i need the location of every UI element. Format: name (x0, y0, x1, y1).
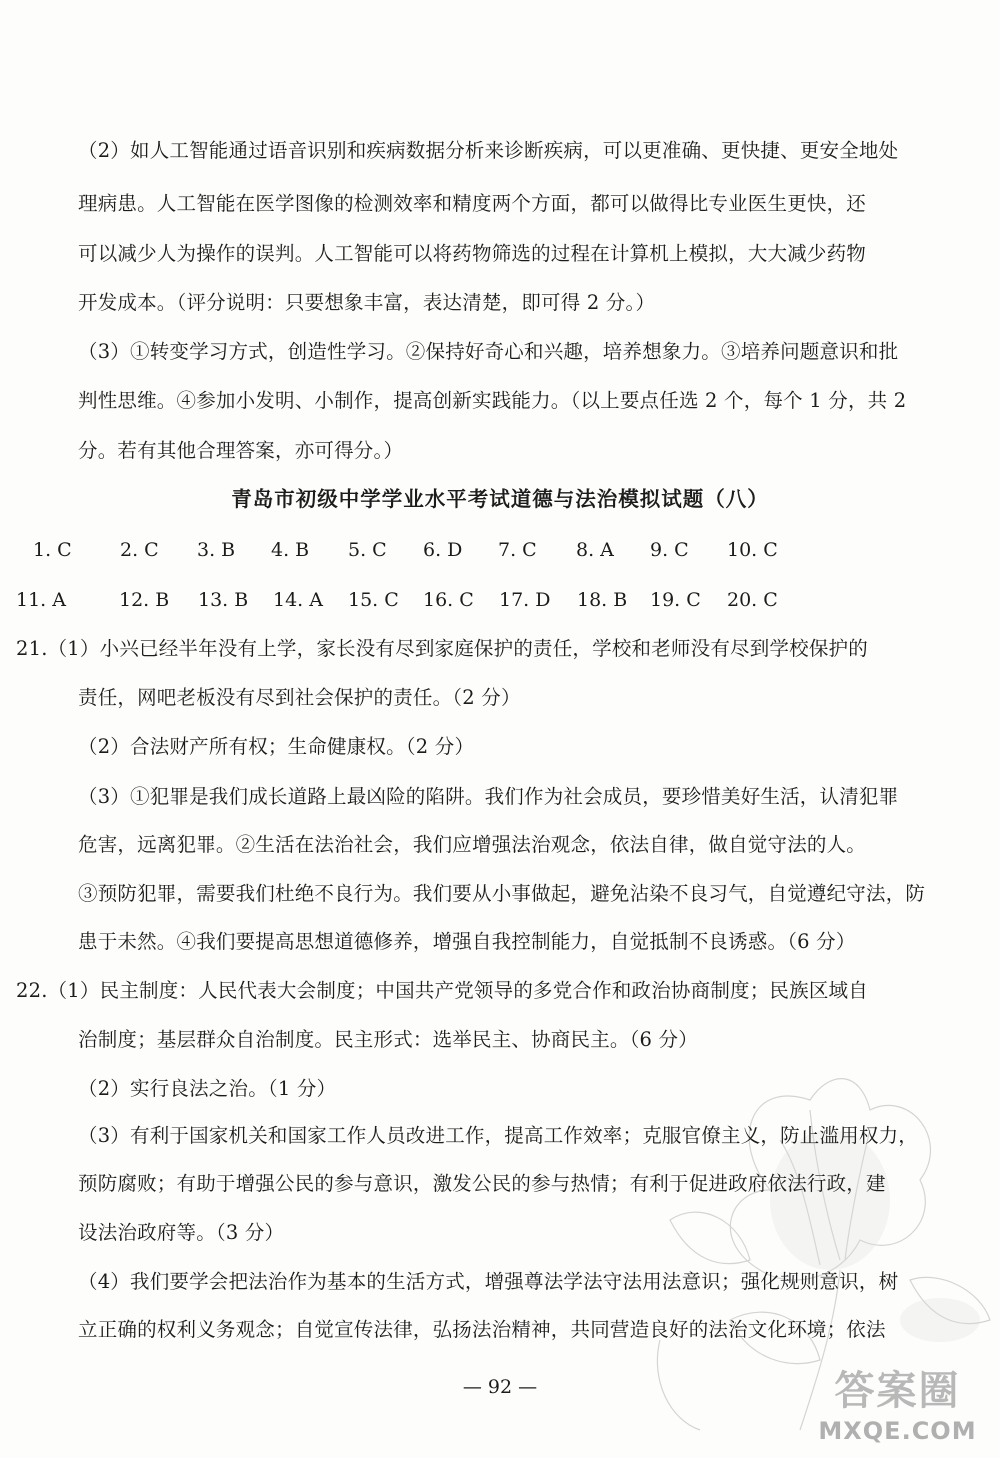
answer-item: 15. C (348, 589, 399, 611)
text-line: 理病患。人工智能在医学图像的检测效率和精度两个方面，都可以做得比专业医生更快，还 (78, 192, 867, 215)
text-line: （2）合法财产所有权；生命健康权。（2 分） (78, 735, 475, 758)
text-line: 责任，网吧老板没有尽到社会保护的责任。（2 分） (78, 686, 521, 709)
answer-item: 2. C (120, 539, 159, 561)
text-line: （3）①犯罪是我们成长道路上最凶险的陷阱。我们作为社会成员，要珍惜美好生活，认清犯罪 (78, 785, 899, 808)
answer-item: 1. C (33, 539, 72, 561)
text-line: （4）我们要学会把法治作为基本的生活方式，增强尊法学法守法用法意识；强化规则意识，树 (78, 1270, 899, 1293)
answer-item: 5. C (348, 539, 387, 561)
section-title: 青岛市初级中学学业水平考试道德与法治模拟试题（八） (231, 487, 769, 511)
text-line: ③预防犯罪，需要我们杜绝不良行为。我们要从小事做起，避免沾染不良习气，自觉遵纪守法，防 (78, 882, 926, 905)
text-line: 立正确的权利义务观念；自觉宣传法律，弘扬法治精神，共同营造良好的法治文化环境；依法 (78, 1318, 886, 1341)
text-line: 预防腐败；有助于增强公民的参与意识，激发公民的参与热情；有利于促进政府依法行政，建 (78, 1172, 886, 1195)
answer-item: 7. C (498, 539, 537, 561)
text-line: 可以减少人为操作的误判。人工智能可以将药物筛选的过程在计算机上模拟，大大减少药物 (78, 242, 867, 265)
answer-item: 6. D (423, 539, 463, 561)
page-number: — 92 — (462, 1376, 538, 1398)
text-line: 21.（1）小兴已经半年没有上学，家长没有尽到家庭保护的责任，学校和老师没有尽到学校保护的 (16, 637, 868, 660)
text-line: 患于未然。④我们要提高思想道德修养，增强自我控制能力，自觉抵制不良诱惑。（6 分） (78, 930, 856, 953)
answer-item: 9. C (650, 539, 689, 561)
answer-item: 18. B (577, 589, 628, 611)
answer-item: 19. C (650, 589, 701, 611)
answer-item: 20. C (727, 589, 778, 611)
text-line: （2）实行良法之治。（1 分） (78, 1077, 337, 1100)
text-line: （2）如人工智能通过语音识别和疾病数据分析来诊断疾病，可以更准确、更快捷、更安全地处 (78, 139, 899, 162)
watermark-logo (800, 1366, 995, 1450)
answer-item: 3. B (197, 539, 236, 561)
text-line: 开发成本。（评分说明：只要想象丰富，表达清楚，即可得 2 分。） (78, 291, 656, 314)
text-line: （3）有利于国家机关和国家工作人员改进工作，提高工作效率；克服官僚主义，防止滥用权力， (78, 1124, 919, 1147)
answer-item: 10. C (727, 539, 778, 561)
text-line: （3）①转变学习方式，创造性学习。②保持好奇心和兴趣，培养想象力。③培养问题意识和批 (78, 340, 899, 363)
text-line: 分。若有其他合理答案，亦可得分。） (78, 439, 404, 462)
text-line: 判性思维。④参加小发明、小制作，提高创新实践能力。（以上要点任选 2 个，每个 1 分，共 2 (78, 389, 907, 412)
answer-item: 17. D (499, 589, 551, 611)
text-line: 22.（1）民主制度：人民代表大会制度；中国共产党领导的多党合作和政治协商制度；民族区域自 (16, 979, 868, 1002)
answer-item: 11. A (16, 589, 66, 611)
answer-item: 13. B (198, 589, 249, 611)
answer-item: 4. B (271, 539, 310, 561)
watermark-top-text: 答案圈 (834, 1368, 961, 1414)
text-line: 设法治政府等。（3 分） (78, 1221, 285, 1244)
answer-item: 16. C (423, 589, 474, 611)
answer-item: 8. A (576, 539, 614, 561)
text-line: 危害，远离犯罪。②生活在法治社会，我们应增强法治观念，依法自律，做自觉守法的人。 (78, 833, 867, 856)
answer-item: 12. B (119, 589, 170, 611)
watermark-bottom-text: MXQE.COM (818, 1417, 977, 1445)
answer-item: 14. A (273, 589, 323, 611)
text-line: 治制度；基层群众自治制度。民主形式：选举民主、协商民主。（6 分） (78, 1028, 698, 1051)
